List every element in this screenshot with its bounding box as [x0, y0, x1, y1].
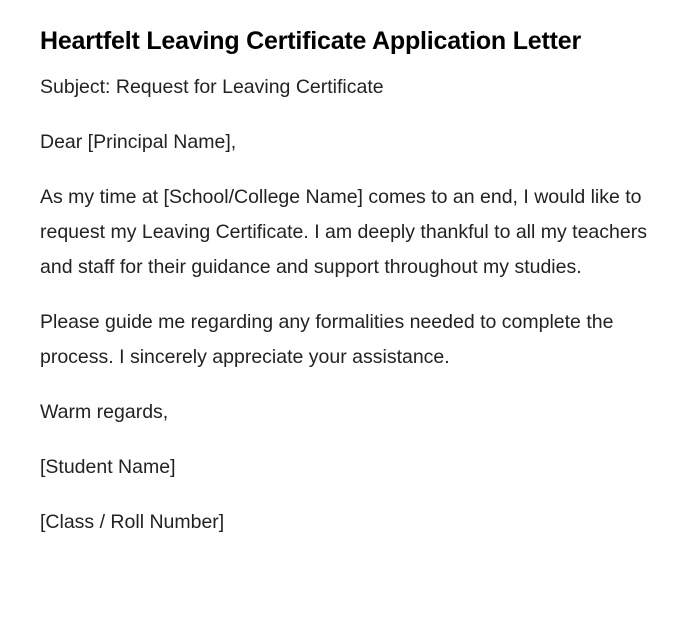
letter-subject: Subject: Request for Leaving Certificate [40, 76, 384, 98]
letter-closing: Warm regards, [40, 401, 169, 423]
letter-title: Heartfelt Leaving Certificate Application Letter [40, 27, 581, 55]
signature-details: [Class / Roll Number] [40, 511, 225, 533]
letter-body-paragraph-2: Please guide me regarding any formalities needed to complete the process. I sincerely appreciate your assistance. [40, 311, 614, 368]
letter-salutation: Dear [Principal Name], [40, 131, 237, 153]
letter-body-paragraph-1: As my time at [School/College Name] comes to an end, I would like to request my Leaving Certificate. I am deeply thankful to all my teachers and staff for their guidance and support throughout my studies. [40, 186, 647, 278]
signature-name: [Student Name] [40, 456, 176, 478]
